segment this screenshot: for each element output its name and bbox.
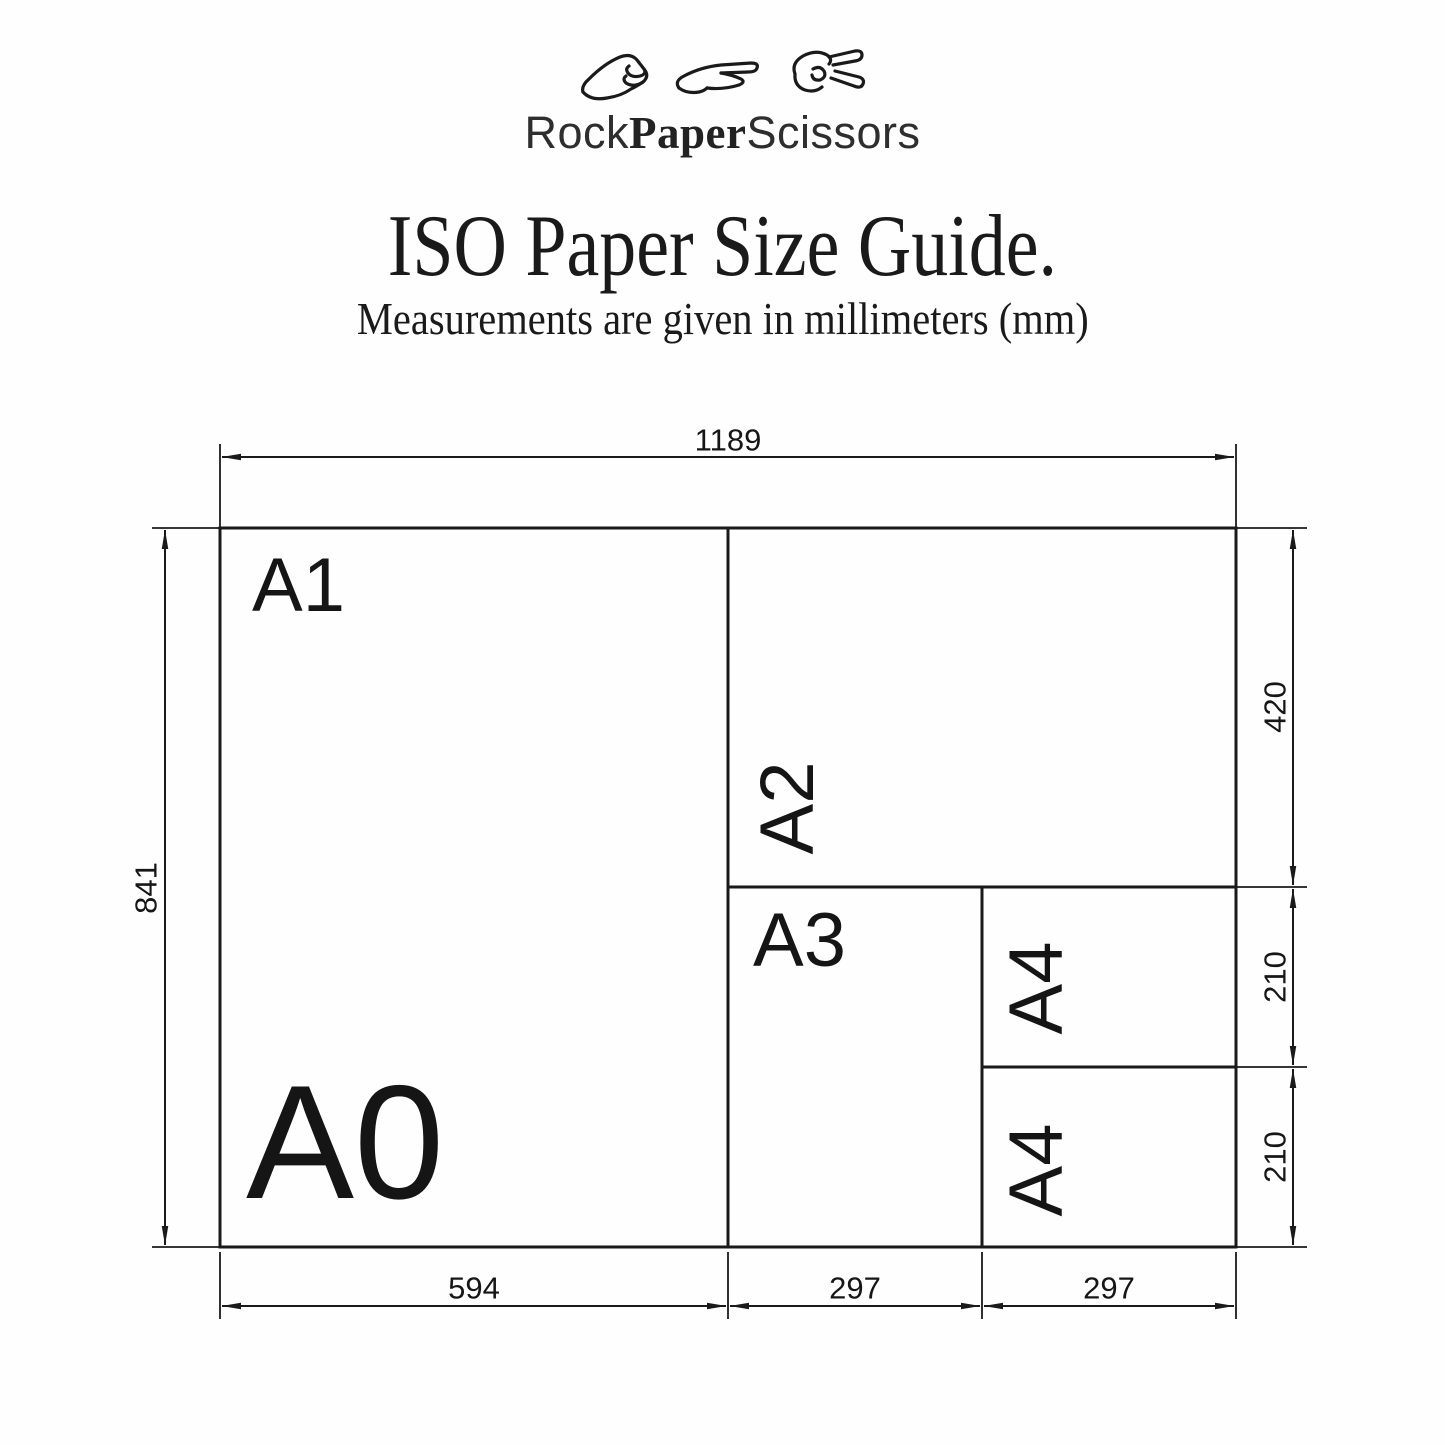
brand-paper: Paper [629, 108, 747, 158]
dim-width-a4: 297 [1083, 1270, 1135, 1306]
sheet-label-a4-bottom: A4 [994, 1123, 1079, 1217]
dim-width-a3: 297 [829, 1270, 881, 1306]
dim-width-a1: 594 [448, 1270, 500, 1306]
dim-height-a2: 420 [1257, 681, 1293, 733]
brand-scissors: Scissors [746, 107, 921, 158]
page-subtitle: Measurements are given in millimeters (mm) [356, 293, 1089, 344]
sheet-label-a2: A2 [745, 761, 830, 855]
page-title: ISO Paper Size Guide. [387, 198, 1058, 295]
sheet-label-a4-top: A4 [994, 941, 1079, 1035]
dim-height-total: 841 [128, 862, 164, 914]
sheet-label-a3: A3 [753, 898, 846, 983]
dim-height-a4-top: 210 [1257, 951, 1293, 1003]
brand-rock: Rock [524, 107, 630, 158]
dim-width-total: 1189 [694, 422, 762, 458]
dim-height-a4-bottom: 210 [1257, 1131, 1293, 1183]
sheet-label-a0: A0 [246, 1052, 445, 1233]
sheet-label-a1: A1 [252, 543, 345, 628]
